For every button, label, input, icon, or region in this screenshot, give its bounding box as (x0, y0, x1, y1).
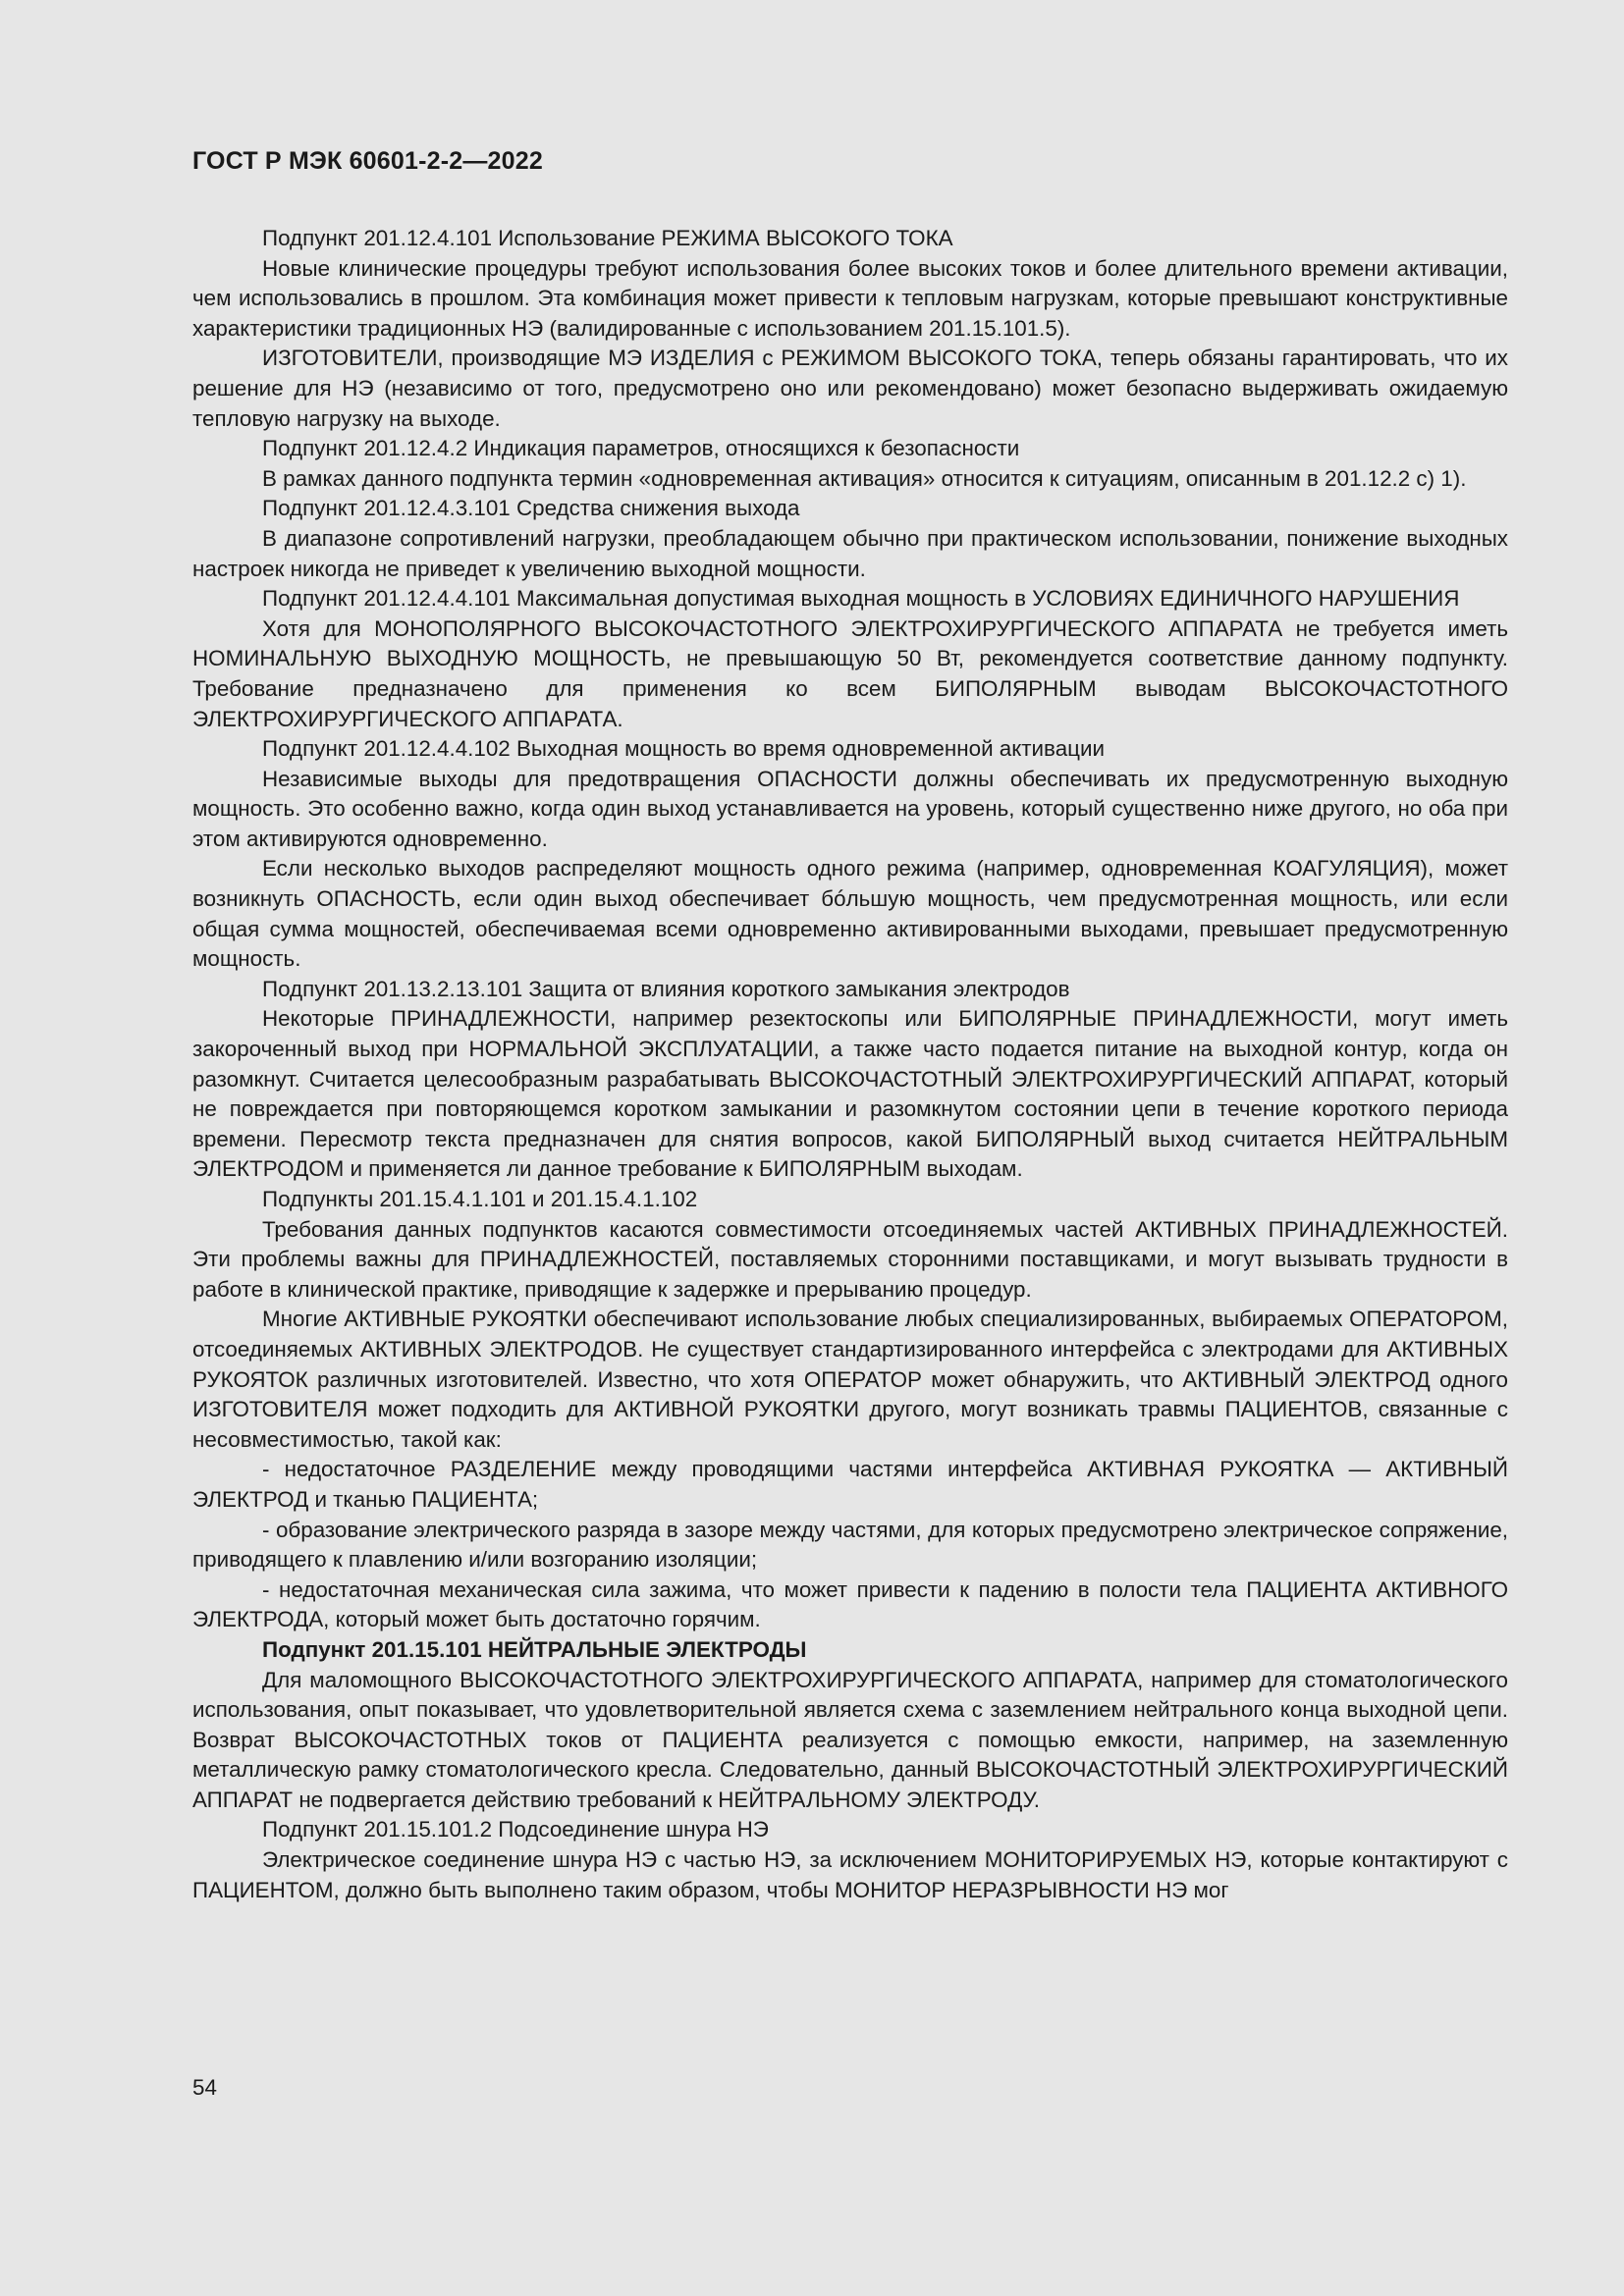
paragraph: - образование электрического разряда в зазоре между частями, для которых предусмотрено электрическое сопряжение, приводящего к плавлению и/или возгоранию изоляции; (192, 1517, 1508, 1573)
paragraph: Если несколько выходов распределяют мощность одного режима (например, одновременная КОАГУЛЯЦИЯ), может возникнуть ОПАСНОСТЬ, если один выход обеспечивает бóльшую мощность, чем предусмотренная мощность, или если общая сумма мощностей, обеспечиваемая всеми одновременно активированными выходами, превышает предусмотренную мощность. (192, 856, 1508, 972)
paragraph: Некоторые ПРИНАДЛЕЖНОСТИ, например резектоскопы или БИПОЛЯРНЫЕ ПРИНАДЛЕЖНОСТИ, могут иметь закороченный выход при НОРМАЛЬНОЙ ЭКСПЛУАТАЦИИ, а также часто подается питание на выходной контур, когда он разомкнут. Считается целесообразным разрабатывать ВЫСОКОЧАСТОТНЫЙ ЭЛЕКТРОХИРУРГИЧЕСКИЙ АППАРАТ, который не повреждается при повторяющемся коротком замыкании и разомкнутом состоянии цепи в течение короткого периода времени. Пересмотр текста предназначен для снятия вопросов, какой БИПОЛЯРНЫЙ выход считается НЕЙТРАЛЬНЫМ ЭЛЕКТРОДОМ и применяется ли данное требование к БИПОЛЯРНЫМ выходам. (192, 1006, 1508, 1182)
paragraph: Подпункт 201.12.4.2 Индикация параметров, относящихся к безопасности (262, 436, 1020, 461)
paragraph: Подпункт 201.15.101 НЕЙТРАЛЬНЫЕ ЭЛЕКТРОДЫ (262, 1636, 807, 1662)
paragraph: Требования данных подпунктов касаются совместимости отсоединяемых частей АКТИВНЫХ ПРИНАДЛЕЖНОСТЕЙ. Эти проблемы важны для ПРИНАДЛЕЖНОСТЕЙ, поставляемых сторонними поставщиками, и могут вызывать трудности в работе в клинической практике, приводящие к задержке и прерыванию процедур. (192, 1216, 1508, 1302)
paragraph: В рамках данного подпункта термин «одновременная активация» относится к ситуациям, описанным в 201.12.2 с) 1). (262, 465, 1467, 491)
paragraph: Многие АКТИВНЫЕ РУКОЯТКИ обеспечивают использование любых специализированных, выбираемых ОПЕРАТОРОМ, отсоединяемых АКТИВНЫХ ЭЛЕКТРОДОВ. Не существует стандартизированного интерфейса с электродами для АКТИВНЫХ РУКОЯТОК различных изготовителей. Известно, что хотя ОПЕРАТОР может обнаружить, что АКТИВНЫЙ ЭЛЕКТРОД одного ИЗГОТОВИТЕЛЯ может подходить для АКТИВНОЙ РУКОЯТКИ другого, могут возникать травмы ПАЦИЕНТОВ, связанные с несовместимостью, такой как: (192, 1307, 1508, 1452)
paragraph: В диапазоне сопротивлений нагрузки, преобладающем обычно при практическом использовании, понижение выходных настроек никогда не приведет к увеличению выходной мощности. (192, 525, 1508, 581)
paragraph: Подпункты 201.15.4.1.101 и 201.15.4.1.102 (262, 1187, 698, 1211)
paragraph: Электрическое соединение шнура НЭ с частью НЭ, за исключением МОНИТОРИРУЕМЫХ НЭ, которые контактируют с ПАЦИЕНТОМ, должно быть выполнено таким образом, чтобы МОНИТОР НЕРАЗРЫВНОСТИ НЭ мог (192, 1847, 1508, 1902)
paragraph: Хотя для МОНОПОЛЯРНОГО ВЫСОКОЧАСТОТНОГО ЭЛЕКТРОХИРУРГИЧЕСКОГО АППАРАТА не требуется иметь НОМИНАЛЬНУЮ ВЫХОДНУЮ МОЩНОСТЬ, не превышающую 50 Вт, рекомендуется соответствие данному подпункту. Требование предназначено для применения ко всем БИПОЛЯРНЫМ выводам ВЫСОКОЧАСТОТНОГО ЭЛЕКТРОХИРУРГИЧЕСКОГО АППАРАТА. (192, 615, 1508, 731)
paragraph: Подпункт 201.15.101.2 Подсоединение шнура НЭ (262, 1817, 769, 1842)
paragraph: Подпункт 201.12.4.4.102 Выходная мощность во время одновременной активации (262, 736, 1105, 762)
paragraph: Подпункт 201.12.4.101 Использование РЕЖИМА ВЫСОКОГО ТОКА (262, 226, 953, 250)
paragraph: Подпункт 201.13.2.13.101 Защита от влияния короткого замыкания электродов (262, 976, 1070, 1001)
paragraph: Независимые выходы для предотвращения ОПАСНОСТИ должны обеспечивать их предусмотренную выходную мощность. Это особенно важно, когда один выход устанавливается на уровень, который существенно ниже другого, но оба при этом активируются одновременно. (192, 766, 1508, 851)
document-body (192, 224, 1508, 1905)
paragraph: Новые клинические процедуры требуют использования более высоких токов и более длительного времени активации, чем использовались в прошлом. Эта комбинация может привести к тепловым нагрузкам, которые превышают конструктивные характеристики традиционных НЭ (валидированные с использованием 201.15.101.5). (192, 255, 1508, 341)
paragraph: Подпункт 201.12.4.3.101 Средства снижения выхода (262, 496, 800, 521)
paragraph: - недостаточное РАЗДЕЛЕНИЕ между проводящими частями интерфейса АКТИВНАЯ РУКОЯТКА — АКТИВНЫЙ ЭЛЕКТРОД и тканью ПАЦИЕНТА; (192, 1457, 1508, 1512)
paragraph: ИЗГОТОВИТЕЛИ, производящие МЭ ИЗДЕЛИЯ с РЕЖИМОМ ВЫСОКОГО ТОКА, теперь обязаны гарантировать, что их решение для НЭ (независимо от того, предусмотрено оно или рекомендовано) может безопасно выдерживать ожидаемую тепловую нагрузку на выходе. (192, 346, 1508, 431)
paragraph: Подпункт 201.12.4.4.101 Максимальная допустимая выходная мощность в УСЛОВИЯХ ЕДИНИЧНОГО НАРУШЕНИЯ (262, 586, 1460, 612)
page-number: 54 (192, 2075, 217, 2100)
paragraph: Для маломощного ВЫСОКОЧАСТОТНОГО ЭЛЕКТРОХИРУРГИЧЕСКОГО АППАРАТА, например для стоматологического использования, опыт показывает, что удовлетворительной является схема с заземлением нейтрального конца выходной цепи. Возврат ВЫСОКОЧАСТОТНЫХ токов от ПАЦИЕНТА реализуется с помощью емкости, например, на заземленную металлическую рамку стоматологического кресла. Следовательно, данный ВЫСОКОЧАСТОТНЫЙ ЭЛЕКТРОХИРУРГИЧЕСКИЙ АППАРАТ не подвергается действию требований к НЕЙТРАЛЬНОМУ ЭЛЕКТРОДУ. (192, 1667, 1508, 1812)
document-title: ГОСТ Р МЭК 60601-2-2—2022 (192, 147, 543, 175)
paragraph: - недостаточная механическая сила зажима, что может привести к падению в полости тела ПАЦИЕНТА АКТИВНОГО ЭЛЕКТРОДА, который может быть достаточно горячим. (192, 1576, 1508, 1632)
